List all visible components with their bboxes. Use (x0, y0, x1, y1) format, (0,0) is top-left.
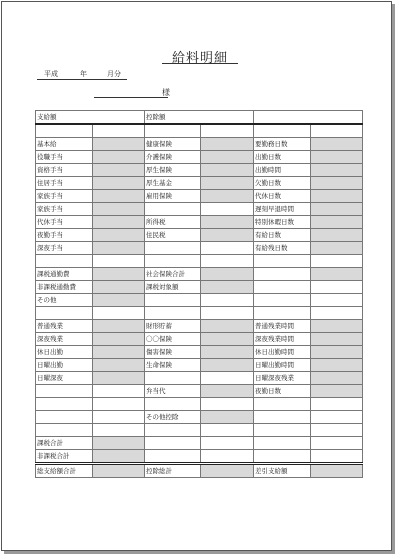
label-cell: 基本給 (36, 138, 93, 151)
value-cell[interactable] (201, 346, 254, 359)
label-cell: 課税対象額 (145, 281, 201, 294)
value-cell[interactable] (201, 124, 254, 138)
value-cell[interactable] (93, 346, 145, 359)
label-cell: 日曜深夜残業 (254, 372, 311, 385)
label-cell: 遅刻早退時間 (254, 203, 311, 216)
label-cell (254, 450, 311, 464)
value-cell[interactable] (311, 333, 363, 346)
label-cell (145, 294, 201, 307)
value-cell[interactable] (201, 437, 254, 450)
label-cell (145, 398, 201, 411)
value-cell[interactable] (93, 359, 145, 372)
value-cell[interactable] (201, 255, 254, 268)
value-cell[interactable] (311, 385, 363, 398)
value-cell[interactable] (311, 411, 363, 424)
label-cell (145, 424, 201, 437)
table-row (36, 203, 363, 216)
label-cell: 財形貯蓄 (145, 320, 201, 333)
label-cell (254, 255, 311, 268)
value-cell[interactable] (311, 450, 363, 464)
label-cell: 家族手当 (36, 190, 93, 203)
value-cell[interactable] (93, 229, 145, 242)
label-cell (254, 307, 311, 320)
table-row (36, 138, 363, 151)
label-cell (145, 450, 201, 464)
table-row (36, 281, 363, 294)
value-cell[interactable] (201, 164, 254, 177)
value-cell[interactable] (201, 268, 254, 281)
label-cell (145, 437, 201, 450)
value-cell[interactable] (93, 164, 145, 177)
label-cell: 住民税 (145, 229, 201, 242)
label-cell: 社会保険合計 (145, 268, 201, 281)
label-cell (254, 424, 311, 437)
label-cell: 代休日数 (254, 190, 311, 203)
label-cell: 生命保険 (145, 359, 201, 372)
value-cell[interactable] (311, 320, 363, 333)
value-cell[interactable] (201, 190, 254, 203)
label-cell: 資格手当 (36, 164, 93, 177)
value-cell[interactable] (93, 333, 145, 346)
date-underline (37, 79, 127, 80)
total-label-cell: 控除総計 (145, 464, 201, 478)
label-cell: 〇〇保険 (145, 333, 201, 346)
value-cell[interactable] (93, 411, 145, 424)
label-cell (254, 124, 311, 138)
table-row (36, 424, 363, 437)
label-cell (36, 124, 93, 138)
value-cell[interactable] (311, 359, 363, 372)
table-row (36, 385, 363, 398)
label-cell: 休日出勤 (36, 346, 93, 359)
value-cell[interactable] (311, 268, 363, 281)
value-cell[interactable] (311, 242, 363, 255)
value-cell[interactable] (311, 372, 363, 385)
value-cell[interactable] (93, 255, 145, 268)
table-row (36, 411, 363, 424)
label-cell: 出勤時間 (254, 164, 311, 177)
label-cell: 普通残業 (36, 320, 93, 333)
recipient-name-field[interactable] (94, 97, 168, 98)
label-cell (145, 372, 201, 385)
table-row (36, 242, 363, 255)
value-cell[interactable] (201, 372, 254, 385)
label-cell: 日曜深夜 (36, 372, 93, 385)
value-cell[interactable] (201, 177, 254, 190)
label-cell: その他控除 (145, 411, 201, 424)
value-cell[interactable] (93, 203, 145, 216)
table-row (36, 190, 363, 203)
label-cell: 非課税合計 (36, 450, 93, 464)
title-underline (162, 63, 238, 64)
table-row (36, 450, 363, 464)
value-cell[interactable] (93, 424, 145, 437)
table-row (36, 151, 363, 164)
table-row (36, 346, 363, 359)
value-cell[interactable] (93, 138, 145, 151)
value-cell[interactable] (93, 398, 145, 411)
value-cell[interactable] (311, 398, 363, 411)
value-cell[interactable] (311, 216, 363, 229)
label-cell: 厚生保険 (145, 164, 201, 177)
value-cell[interactable] (201, 307, 254, 320)
label-cell (145, 242, 201, 255)
label-cell: 出勤日数 (254, 151, 311, 164)
label-cell (254, 437, 311, 450)
year-label: 年 (80, 70, 87, 78)
payslip-table (35, 110, 363, 478)
label-cell: 普通残業時間 (254, 320, 311, 333)
value-cell[interactable] (311, 190, 363, 203)
table-row (36, 320, 363, 333)
label-cell: 深夜手当 (36, 242, 93, 255)
value-cell[interactable] (311, 307, 363, 320)
value-cell[interactable] (201, 216, 254, 229)
value-cell[interactable] (93, 281, 145, 294)
value-cell[interactable] (93, 294, 145, 307)
value-cell[interactable] (311, 177, 363, 190)
value-cell[interactable] (93, 177, 145, 190)
value-cell[interactable] (93, 450, 145, 464)
table-row (36, 372, 363, 385)
label-cell (36, 307, 93, 320)
header-cell: 控除額 (145, 111, 254, 125)
value-cell[interactable] (311, 151, 363, 164)
value-cell[interactable] (201, 333, 254, 346)
label-cell (145, 255, 201, 268)
label-cell (36, 424, 93, 437)
label-cell (254, 398, 311, 411)
label-cell: 住居手当 (36, 177, 93, 190)
label-cell: 夜勤日数 (254, 385, 311, 398)
value-cell[interactable] (201, 281, 254, 294)
table-row (36, 255, 363, 268)
label-cell (36, 385, 93, 398)
label-cell: 有給日数 (254, 229, 311, 242)
table-row (36, 333, 363, 346)
table-row (36, 216, 363, 229)
value-cell[interactable] (201, 151, 254, 164)
value-cell[interactable] (311, 294, 363, 307)
era-label: 平成 (44, 70, 58, 78)
value-cell[interactable] (93, 151, 145, 164)
value-cell[interactable] (93, 190, 145, 203)
value-cell[interactable] (93, 385, 145, 398)
table-row (36, 398, 363, 411)
honorific-label: 様 (162, 88, 170, 97)
total-value-cell[interactable] (311, 464, 363, 478)
table-row (36, 294, 363, 307)
label-cell: 家族手当 (36, 203, 93, 216)
table-row (36, 229, 363, 242)
label-cell: 非課税通勤費 (36, 281, 93, 294)
label-cell: 有給残日数 (254, 242, 311, 255)
value-cell[interactable] (201, 424, 254, 437)
value-cell[interactable] (201, 242, 254, 255)
table-row (36, 164, 363, 177)
value-cell[interactable] (201, 294, 254, 307)
header-cell (254, 111, 363, 125)
value-cell[interactable] (93, 307, 145, 320)
label-cell: 役職手当 (36, 151, 93, 164)
table-row (36, 177, 363, 190)
value-cell[interactable] (201, 359, 254, 372)
label-cell (36, 398, 93, 411)
value-cell[interactable] (311, 124, 363, 138)
label-cell: 日曜出勤時間 (254, 359, 311, 372)
label-cell (145, 203, 201, 216)
value-cell[interactable] (201, 385, 254, 398)
value-cell[interactable] (311, 203, 363, 216)
value-cell[interactable] (311, 437, 363, 450)
label-cell: 雇用保険 (145, 190, 201, 203)
table-row (36, 307, 363, 320)
value-cell[interactable] (311, 255, 363, 268)
month-label: 月分 (107, 70, 121, 78)
header-row (36, 111, 363, 125)
total-value-cell[interactable] (93, 464, 145, 478)
value-cell[interactable] (93, 320, 145, 333)
value-cell[interactable] (311, 229, 363, 242)
label-cell (254, 268, 311, 281)
label-cell: 代休手当 (36, 216, 93, 229)
label-cell: 健康保険 (145, 138, 201, 151)
label-cell: 傷害保険 (145, 346, 201, 359)
label-cell: 休日出勤時間 (254, 346, 311, 359)
label-cell: 要勤務日数 (254, 138, 311, 151)
value-cell[interactable] (201, 320, 254, 333)
label-cell: 深夜残業時間 (254, 333, 311, 346)
value-cell[interactable] (201, 203, 254, 216)
total-value-cell[interactable] (201, 464, 254, 478)
value-cell[interactable] (93, 216, 145, 229)
label-cell: 介護保険 (145, 151, 201, 164)
label-cell (145, 124, 201, 138)
totals-row (36, 464, 363, 478)
label-cell: 特別休暇日数 (254, 216, 311, 229)
value-cell[interactable] (93, 268, 145, 281)
value-cell[interactable] (201, 229, 254, 242)
value-cell[interactable] (201, 411, 254, 424)
value-cell[interactable] (311, 346, 363, 359)
label-cell (254, 411, 311, 424)
value-cell[interactable] (311, 424, 363, 437)
label-cell (254, 281, 311, 294)
value-cell[interactable] (311, 164, 363, 177)
label-cell (36, 255, 93, 268)
value-cell[interactable] (201, 450, 254, 464)
table-row (36, 268, 363, 281)
label-cell: 課税通勤費 (36, 268, 93, 281)
table-row (36, 124, 363, 138)
label-cell: 深夜残業 (36, 333, 93, 346)
value-cell[interactable] (311, 138, 363, 151)
value-cell[interactable] (93, 124, 145, 138)
table-row (36, 437, 363, 450)
value-cell[interactable] (93, 242, 145, 255)
label-cell (254, 294, 311, 307)
value-cell[interactable] (311, 281, 363, 294)
label-cell (145, 307, 201, 320)
document-title: 給料明細 (171, 51, 228, 66)
value-cell[interactable] (201, 138, 254, 151)
total-label-cell: 差引支給額 (254, 464, 311, 478)
label-cell: 所得税 (145, 216, 201, 229)
total-label-cell: 総支給額合計 (36, 464, 93, 478)
label-cell: 課税合計 (36, 437, 93, 450)
value-cell[interactable] (93, 372, 145, 385)
label-cell: 夜勤手当 (36, 229, 93, 242)
label-cell (36, 411, 93, 424)
table-row (36, 359, 363, 372)
label-cell: 弁当代 (145, 385, 201, 398)
label-cell: 厚生基金 (145, 177, 201, 190)
header-cell: 支給額 (36, 111, 145, 125)
label-cell: その他 (36, 294, 93, 307)
label-cell: 欠勤日数 (254, 177, 311, 190)
value-cell[interactable] (201, 398, 254, 411)
value-cell[interactable] (93, 437, 145, 450)
label-cell: 日曜出勤 (36, 359, 93, 372)
